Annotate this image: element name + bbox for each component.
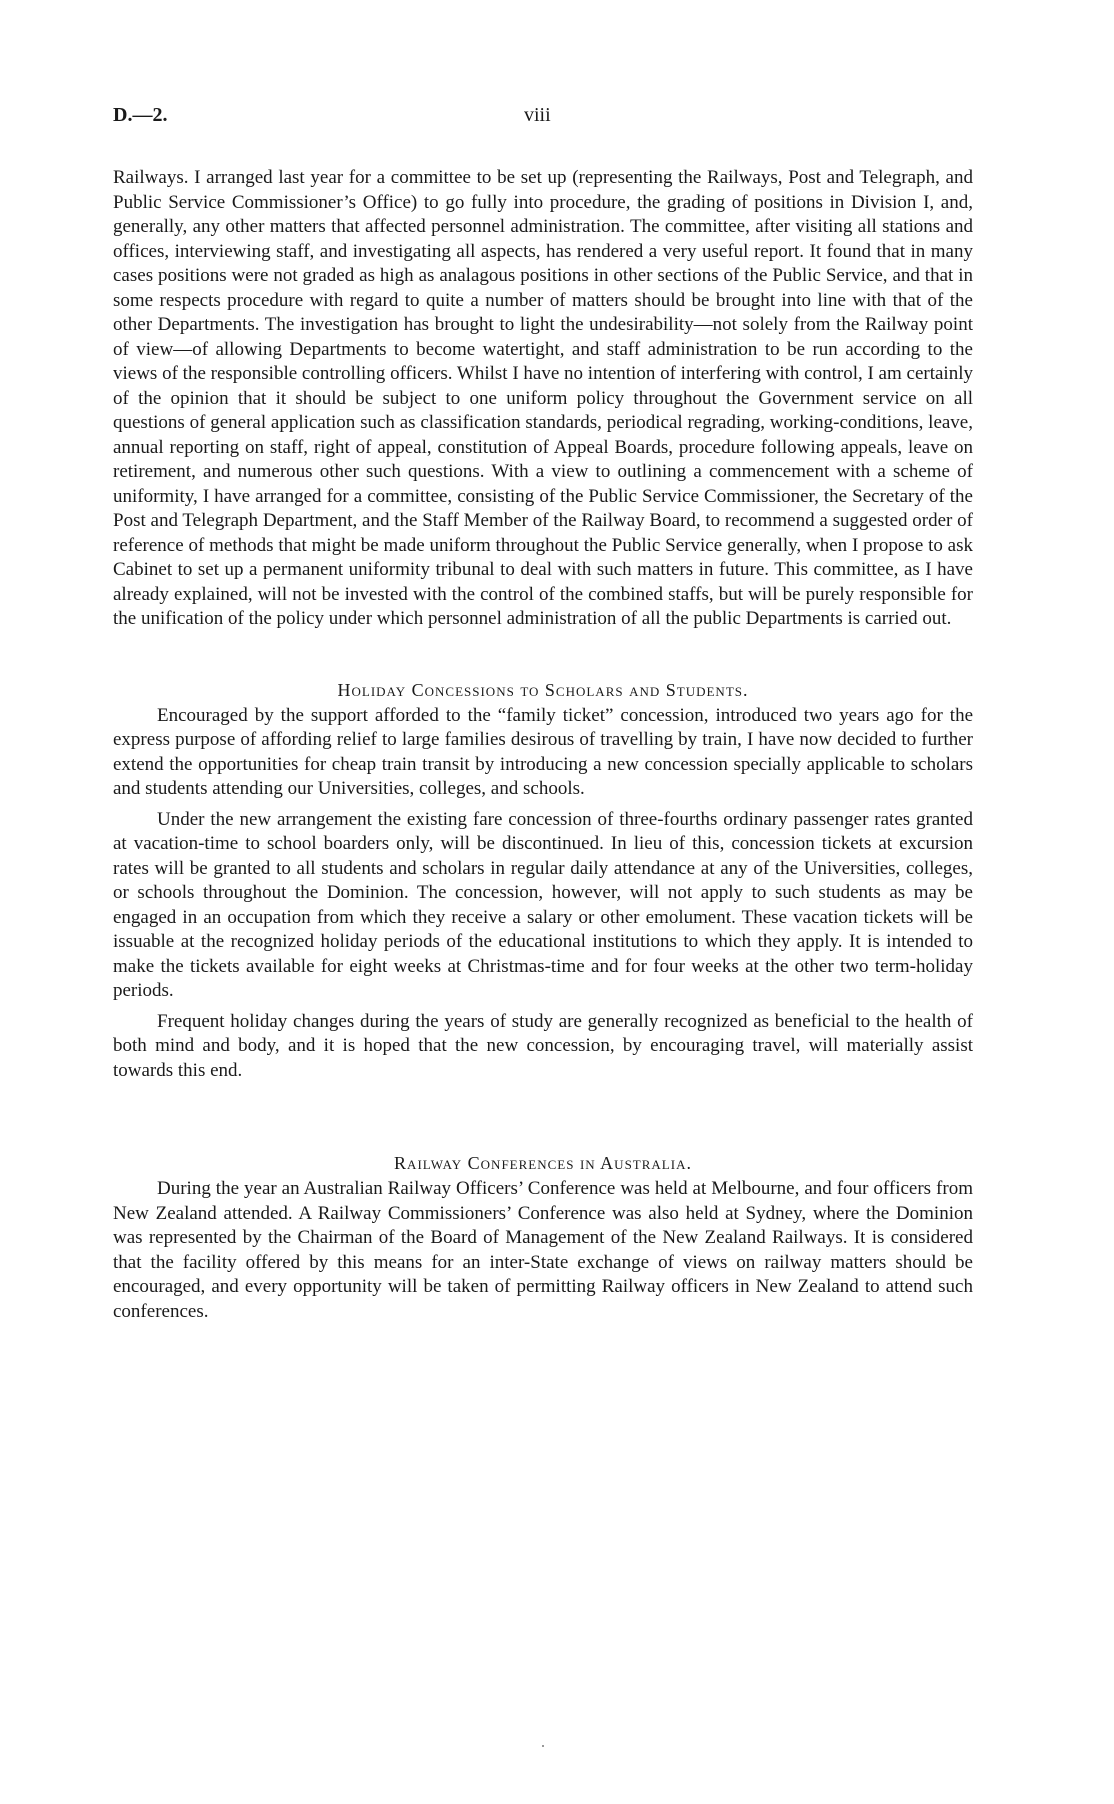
- running-head: [113, 104, 973, 134]
- section-heading-railway-conferences: Railway Conferences in Australia.: [394, 1153, 692, 1173]
- scan-speck: [542, 1745, 544, 1747]
- document-page: [113, 104, 973, 1324]
- conference-paragraph: During the year an Australian Railway Officers’ Conference was held at Melbourne, and four officers from New Zealand attended. A Railway Commissioners’ Conference was also held at Sydney, where the Dominion was represented by the Chairman of the Board of Management of the New Zealand Railways. It is considered that the facility offered by this means for an inter-State exchange of views on railway matters should be encouraged, and every opportunity will be taken of permitting Railway officers in New Zealand to attend such conferences.: [113, 1178, 973, 1322]
- holiday-paragraph-1: Encouraged by the support afforded to the “family ticket” concession, introduced two years ago for the express purpose of affording relief to large families desirous of travelling by train, I have now decided to further extend the opportunities for cheap train transit by introducing a new concession specially applicable to scholars and students attending our Universities, colleges, and schools.: [113, 704, 973, 799]
- document-reference: D.—2.: [113, 104, 168, 126]
- section-heading-holiday-concessions: Holiday Concessions to Scholars and Students.: [337, 679, 749, 700]
- page-number: viii: [524, 104, 551, 126]
- holiday-paragraph-2: Under the new arrangement the existing fare concession of three-fourths ordinary passenger rates granted at vacation-time to school boarders only, will be discontinued. In lieu of this, concession tickets at excursion rates will be granted to all students and scholars in regular daily attendance at any of the Universities, colleges, or schools throughout the Dominion. The concession, however, will not apply to such students as may be engaged in an occupation from which they receive a salary or other emolument. These vacation tickets will be issuable at the recognized holiday periods of the educational institutions to which they apply. It is intended to make the tickets available for eight weeks at Christmas-time and for four weeks at the other two term-holiday periods.: [113, 808, 973, 1001]
- holiday-paragraph-3: Frequent holiday changes during the years of study are generally recognized as beneficial to the health of both mind and body, and it is hoped that the new concession, by encouraging travel, will materially assist towards this end.: [113, 1010, 973, 1081]
- intro-paragraph: Railways. I arranged last year for a committee to be set up (representing the Railways, Post and Telegraph, and Public Service Commissioner’s Office) to go fully into procedure, the grading of positions in Division I, and, generally, any other matters that affected personnel administration. The committee, after visiting all stations and offices, interviewing staff, and investigating all aspects, has rendered a very useful report. It found that in many cases positions were not graded as high as analagous positions in other sections of the Public Service, and that in some respects procedure with regard to quite a number of matters should be brought into line with that of the other Departments. The investigation has brought to light the undesirability—not solely from the Railway point of view—of allowing Departments to become watertight, and staff administration to be run according to the views of the responsible controlling officers. Whilst I have no intention of interfering with control, I am certainly of the opinion that it should be subject to one uniform policy throughout the Government service on all questions of general application such as classification standards, periodical regrading, working-conditions, leave, annual reporting on staff, right of appeal, constitution of Appeal Boards, procedure following appeals, leave on retirement, and numerous other such questions. With a view to outlining a commencement with a scheme of uniformity, I have arranged for a committee, consisting of the Public Service Commissioner, the Secretary of the Post and Telegraph Department, and the Staff Member of the Railway Board, to recommend a suggested order of reference of methods that might be made uniform throughout the Public Service generally, when I propose to ask Cabinet to set up a permanent uniformity tribunal to deal with such matters in future. This committee, as I have already explained, will not be invested with the control of the combined staffs, but will be purely responsible for the unification of the policy under which personnel administration of all the public Departments is carried out.: [113, 167, 973, 629]
